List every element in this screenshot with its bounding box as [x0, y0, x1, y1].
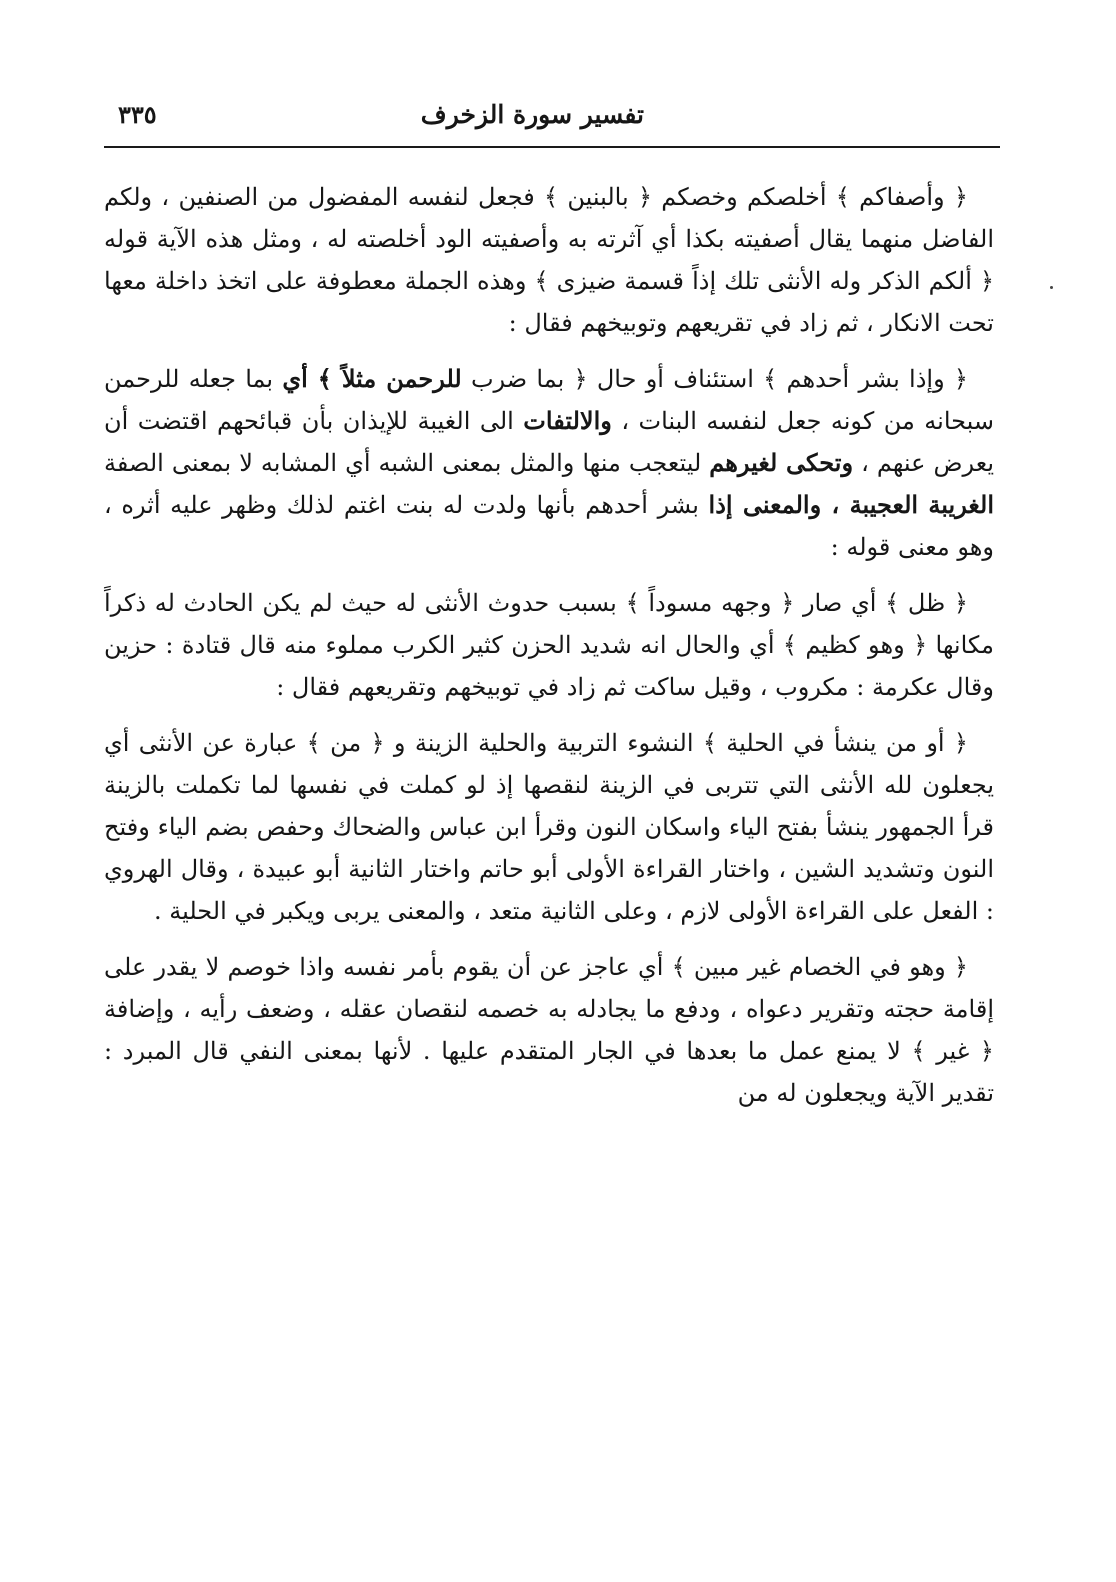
paragraph-5 — [104, 946, 994, 1114]
paragraph-1 — [104, 176, 994, 344]
scan-speck — [1050, 286, 1053, 289]
text-run: بما جعله للرحمن سبحانه من كونه جعل لنفسه البنات ، — [104, 365, 995, 435]
page-header — [104, 96, 1000, 140]
text-run: ﴿ وأصفاكم ﴾ أخلصكم وخصكم ﴿ بالبنين ﴾ فجعل لنفسه المفضول من الصنفين ، ولكم الفاضل منهما يقال أصفيته بكذا أي آثرته به وأصفيته الود أخلصته له ، ومثل هذه الآية قوله ﴿ ألكم الذكر وله الأنثى تلك إذاً قسمة ضيزى ﴾ وهذه الجملة معطوفة على اتخذ داخلة معها تحت الانكار ، ثم زاد في تقريعهم وتوبيخهم فقال : — [104, 183, 994, 337]
bold-run: للرحمن مثلاً ﴾ أي — [282, 364, 462, 393]
commentary-text — [104, 176, 994, 1128]
bold-run: الغريبة العجيبة ، والمعنى إذا — [708, 490, 994, 519]
text-run: بشر أحدهم بأنها ولدت له بنت اغتم لذلك وظهر عليه أثره ، وهو معنى قوله : — [104, 491, 994, 561]
text-run: الى الغيبة للإيذان بأن قبائحهم اقتضت أن يعرض عنهم ، — [104, 407, 994, 477]
paragraph-2 — [104, 358, 994, 568]
bold-run: وتحكى لغيرهم — [709, 448, 854, 477]
paragraph-3 — [104, 582, 994, 708]
text-run: ﴿ أو من ينشأ في الحلية ﴾ النشوء التربية والحلية الزينة و ﴿ من ﴾ عبارة عن الأنثى أي يجعلون لله الأنثى التي تتربى في الزينة لنقصها إذ لو كملت في نفسها لما تكملت بالزينة قرأ الجمهور ينشأ بفتح الياء واسكان النون وقرأ ابن عباس والضحاك وحفص بضم الياء وفتح النون وتشديد الشين ، واختار القراءة الأولى أبو حاتم واختار الثانية أبو عبيدة ، وقال الهروي : الفعل على القراءة الأولى لازم ، وعلى الثانية متعد ، والمعنى يربى ويكبر في الحلية . — [104, 729, 994, 925]
text-run: ﴿ وإذا بشر أحدهم ﴾ استئناف أو حال ﴿ بما ضرب — [461, 365, 968, 393]
text-run: ﴿ وهو في الخصام غير مبين ﴾ أي عاجز عن أن يقوم بأمر نفسه واذا خوصم لا يقدر على إقامة حجته وتقرير دعواه ، ودفع ما يجادله به خصمه لنقصان عقله ، وضعف رأيه ، وإضافة ﴿ غير ﴾ لا يمنع عمل ما بعدها في الجار المتقدم عليها . لأنها بمعنى النفي قال المبرد : تقدير الآية ويجعلون له من — [104, 953, 994, 1107]
bold-run: والالتفات — [523, 406, 612, 435]
paragraph-4 — [104, 722, 994, 932]
text-run: ﴿ ظل ﴾ أي صار ﴿ وجهه مسوداً ﴾ بسبب حدوث الأنثى له حيث لم يكن الحادث له ذكراً مكانها ﴿ وهو كظيم ﴾ أي والحال انه شديد الحزن كثير الكرب مملوء منه قال قتادة : حزين وقال عكرمة : مكروب ، وقيل ساكت ثم زاد في توبيخهم وتقريعهم فقال : — [104, 589, 994, 701]
text-run: ليتعجب منها والمثل بمعنى الشبه أي المشابه لا بمعنى الصفة — [104, 449, 710, 477]
running-title: تفسير سورة الزخرف — [420, 100, 644, 129]
header-rule — [104, 146, 1000, 148]
page-number: ٣٣٥ — [118, 100, 157, 129]
